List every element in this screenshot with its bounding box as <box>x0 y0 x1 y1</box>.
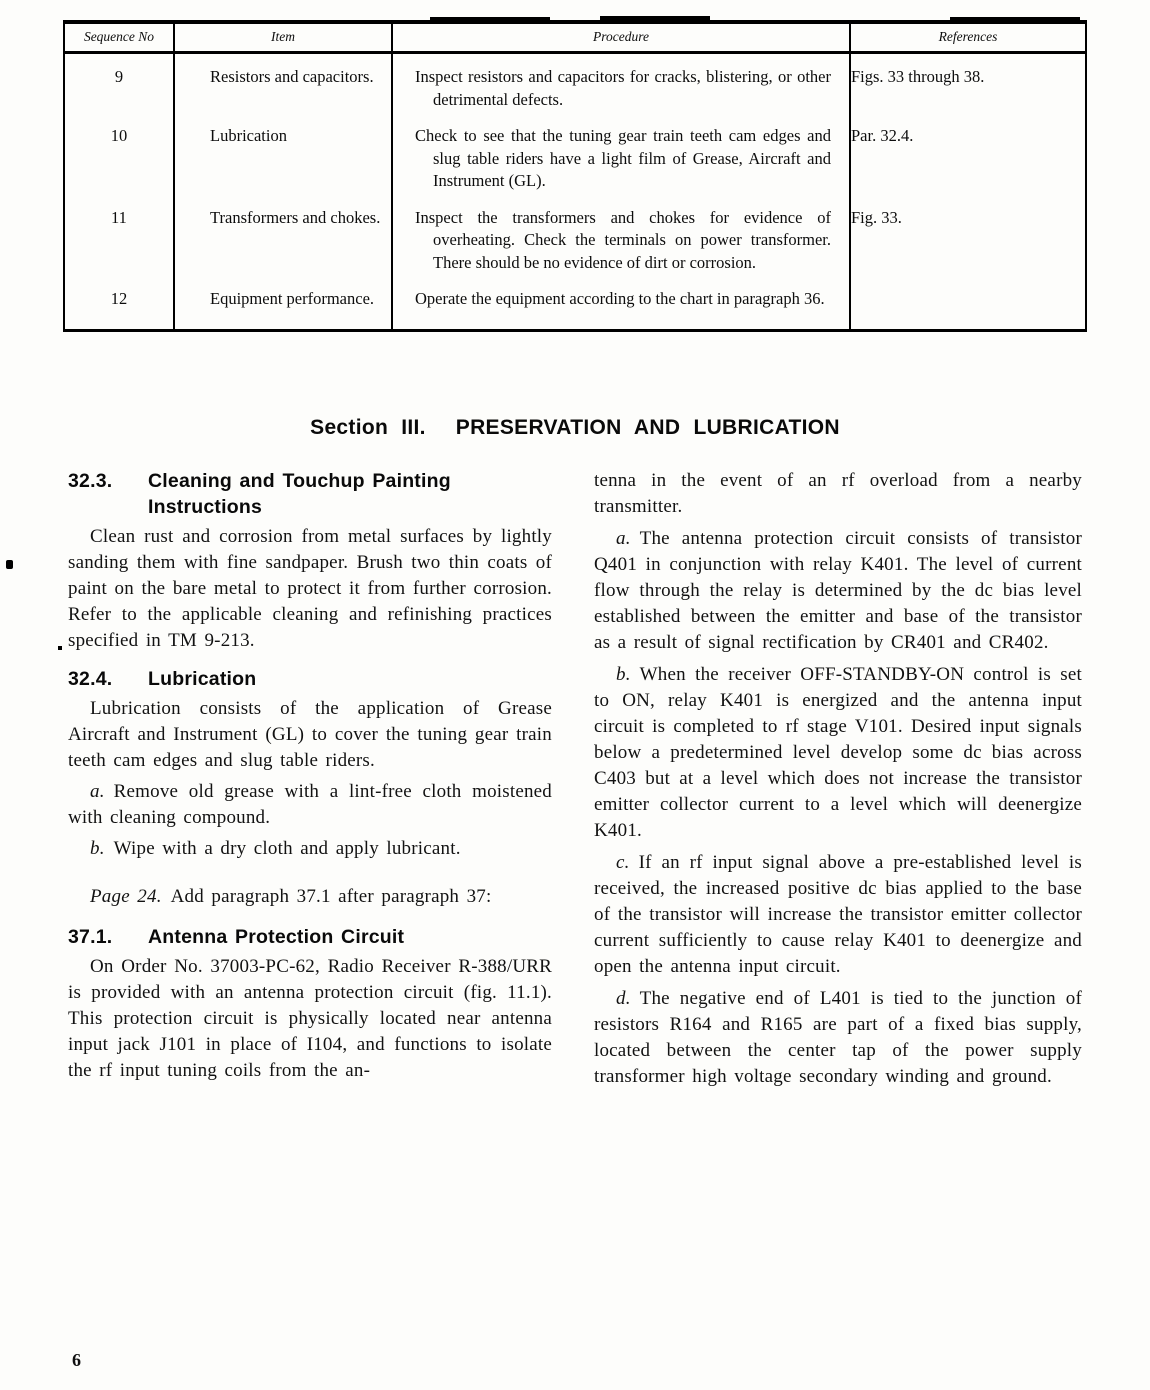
section-heading <box>0 416 1150 440</box>
inspection-table <box>63 20 1087 332</box>
cell-sequence: 12 <box>110 289 128 308</box>
paragraph-text: Wipe with a dry cloth and apply lubricant. <box>113 838 461 859</box>
paragraph-page24 <box>68 884 552 910</box>
cell-sequence: 11 <box>111 207 127 227</box>
paragraph-lead: a. <box>90 781 105 802</box>
paragraph-lead: c. <box>616 852 630 873</box>
paragraph-b <box>68 836 552 862</box>
page-number: 6 <box>72 1350 81 1370</box>
left-column <box>68 468 552 1089</box>
paragraph-lead: Page 24. <box>90 886 162 907</box>
section-label: Section III. <box>310 416 426 439</box>
heading-number: 32.4. <box>68 668 113 690</box>
section-title: PRESERVATION AND LUBRICATION <box>455 416 840 439</box>
table-header <box>64 22 1086 53</box>
paragraph-antenna-intro: On Order No. 37003-PC-62, Radio Receiver R-388/URR is provided with an antenna protection circuit (fig. 11.1). This protection circuit is physically located near antenna input jack J101 in place of I104, and functions to isolate the rf input tuning coils from the an- <box>68 956 552 1081</box>
paragraph-text: The negative end of L401 is tied to the junction of resistors R164 and R165 are part of a fixed bias supply, located between the center tap of the power supply transformer high voltage secondary winding and ground. <box>594 988 1082 1087</box>
table-row <box>64 111 1086 193</box>
col-header-sequence-no: Sequence No <box>64 22 174 53</box>
heading-32-3 <box>68 468 552 520</box>
cell-procedure: Check to see that the tuning gear train teeth cam edges and slug table riders have a light film of Grease, Aircraft and Instrument (GL). <box>392 111 850 193</box>
heading-number: 32.3. <box>68 470 113 492</box>
cell-reference: Figs. 33 through 38. <box>850 53 1086 112</box>
cell-item: Equipment performance. <box>174 274 392 330</box>
table-row <box>64 274 1086 330</box>
table-row <box>64 53 1086 112</box>
paragraph-d <box>594 986 1082 1090</box>
cell-procedure: Inspect resistors and capacitors for cracks, blistering, or other detrimental defects. <box>392 53 850 112</box>
cell-item: Transformers and chokes. <box>174 193 392 275</box>
cell-procedure: Operate the equipment according to the chart in paragraph 36. <box>392 274 850 330</box>
paragraph-a <box>68 779 552 831</box>
heading-title: Cleaning and Touchup Painting Instructions <box>148 470 451 518</box>
table-row <box>64 193 1086 275</box>
col-header-references: References <box>850 22 1086 53</box>
paragraph-text: When the receiver OFF-STANDBY-ON control is set to ON, relay K401 is energized and the antenna input circuit is completed to rf stage V101. Desired input signals below a predetermined level develop some dc bias across C403 but at a level which does not increase the transistor emitter collector current to a level which will deenergize K401. <box>594 664 1082 841</box>
scan-artifact <box>6 560 13 569</box>
right-column <box>594 468 1082 1095</box>
paragraph-b <box>594 662 1082 844</box>
paragraph-lead: b. <box>90 838 105 859</box>
paragraph-cleaning: Clean rust and corrosion from metal surfaces by lightly sanding them with fine sandpaper. Brush two thin coats of paint on the bare metal to protect it from further corrosion. Refer to the applicable cleaning and refinishing practices specified in TM 9-213. <box>68 526 552 651</box>
paragraph-lead: a. <box>616 528 631 549</box>
paragraph-lead: d. <box>616 988 631 1009</box>
paragraph-a <box>594 526 1082 656</box>
paragraph-text: Add paragraph 37.1 after paragraph 37: <box>170 886 492 907</box>
cell-item: Resistors and capacitors. <box>174 53 392 112</box>
heading-37-1 <box>68 924 552 950</box>
col-header-item: Item <box>174 22 392 53</box>
cell-reference <box>850 274 1086 330</box>
paragraph-c <box>594 850 1082 980</box>
paragraph-continuation: tenna in the event of an rf overload from a nearby transmitter. <box>594 470 1082 517</box>
paragraph-lubrication: Lubrication consists of the application of Grease Aircraft and Instrument (GL) to cover the tuning gear train teeth cam edges and slug table riders. <box>68 698 552 771</box>
heading-title: Antenna Protection Circuit <box>148 926 405 948</box>
cell-reference: Fig. 33. <box>850 193 1086 275</box>
paragraph-text: The antenna protection circuit consists of transistor Q401 in conjunction with relay K401. The level of current flow through the relay is determined by the dc bias level established between the emitter and base of the transistor as a result of signal rectification by CR401 and CR402. <box>594 528 1082 653</box>
cell-reference: Par. 32.4. <box>850 111 1086 193</box>
heading-32-4 <box>68 666 552 692</box>
cell-item: Lubrication <box>174 111 392 193</box>
paragraph-text: If an rf input signal above a pre-established level is received, the increased positive dc bias applied to the base of the transistor will increase the transistor emitter collector current sufficiently to cause relay K401 to deenergize and open the antenna input circuit. <box>594 852 1082 977</box>
cell-procedure: Inspect the transformers and chokes for evidence of overheating. Check the terminals on power transformer. There should be no evidence of dirt or corrosion. <box>392 193 850 275</box>
cell-sequence: 9 <box>114 67 124 86</box>
cell-sequence: 10 <box>110 126 128 145</box>
heading-title: Lubrication <box>148 668 257 690</box>
paragraph-lead: b. <box>616 664 631 685</box>
paragraph-text: Remove old grease with a lint-free cloth moistened with cleaning compound. <box>68 781 552 828</box>
scan-artifact <box>58 646 62 650</box>
col-header-procedure: Procedure <box>392 22 850 53</box>
heading-number: 37.1. <box>68 926 113 948</box>
